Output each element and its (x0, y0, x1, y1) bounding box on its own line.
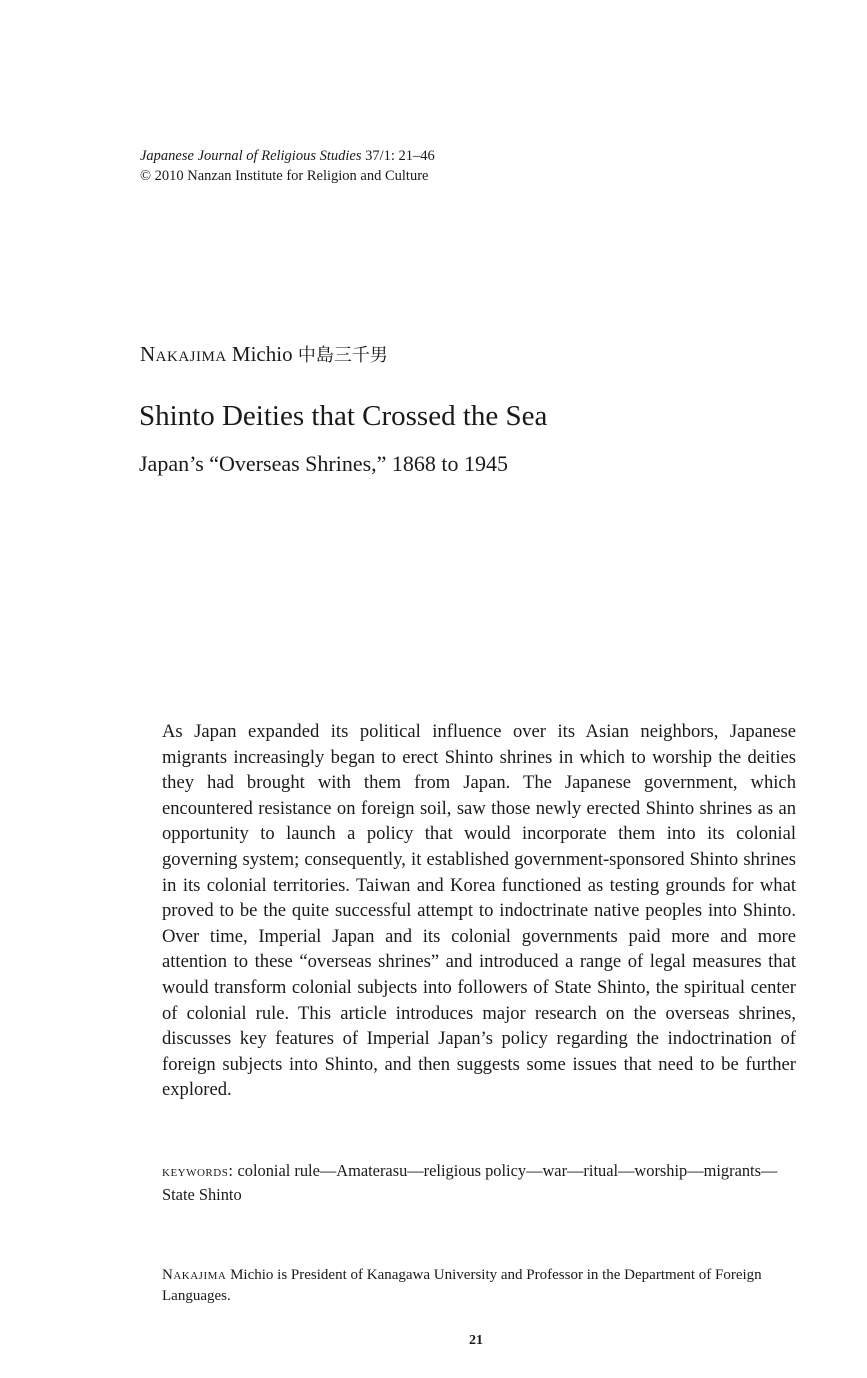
article-title: Shinto Deities that Crossed the Sea (139, 400, 548, 432)
article-subtitle: Japan’s “Overseas Shrines,” 1868 to 1945 (139, 451, 509, 476)
bio-text: Michio is President of Kanagawa University and Professor in the Department of Foreign Languages. (162, 1267, 762, 1304)
author-byline (140, 340, 388, 370)
page-number: 21 (469, 1333, 483, 1348)
keywords-text: colonial rule—Amaterasu—religious policy—war—ritual—worship—migrants—State Shinto (162, 1161, 778, 1204)
keywords-label: keywords: (162, 1161, 234, 1180)
abstract: As Japan expanded its political influence over its Asian neighbors, Japanese migrants increasingly began to erect Shinto shrines in which to worship the deities they had brought with them from Japan. The Japanese government, which encountered resistance on foreign soil, saw those newly erected Shinto shrines as an opportunity to launch a policy that would incorporate them into its colonial governing system; consequently, it established government-sponsored Shinto shrines in its colonial territories. Taiwan and Korea functioned as testing grounds for what proved to be the quite successful attempt to indoctrinate native peoples into Shinto. Over time, Imperial Japan and its colonial governments paid more and more attention to these “overseas shrines” and introduced a range of legal measures that would transform colonial subjects into followers of State Shinto, the spiritual center of colonial rule. This article introduces major research on the overseas shrines, discusses key features of Imperial Japan’s policy regarding the indoctrination of foreign subjects into Shinto, and then suggests some issues that need to be further explored. (162, 721, 796, 1101)
author-family-name: Nakajima (140, 342, 227, 366)
journal-volume-pages: 37/1: 21–46 (365, 148, 435, 164)
copyright-notice: © 2010 Nanzan Institute for Religion and Culture (140, 168, 429, 184)
journal-citation (140, 146, 435, 186)
author-name-kanji: 中島三千男 (297, 345, 388, 366)
bio-family-name: Nakajima (162, 1267, 227, 1283)
author-bio (162, 1265, 796, 1307)
keywords (162, 1159, 796, 1207)
journal-title-line (140, 146, 435, 166)
journal-name: Japanese Journal of Religious Studies (140, 148, 362, 164)
author-given-name: Michio (231, 342, 293, 366)
